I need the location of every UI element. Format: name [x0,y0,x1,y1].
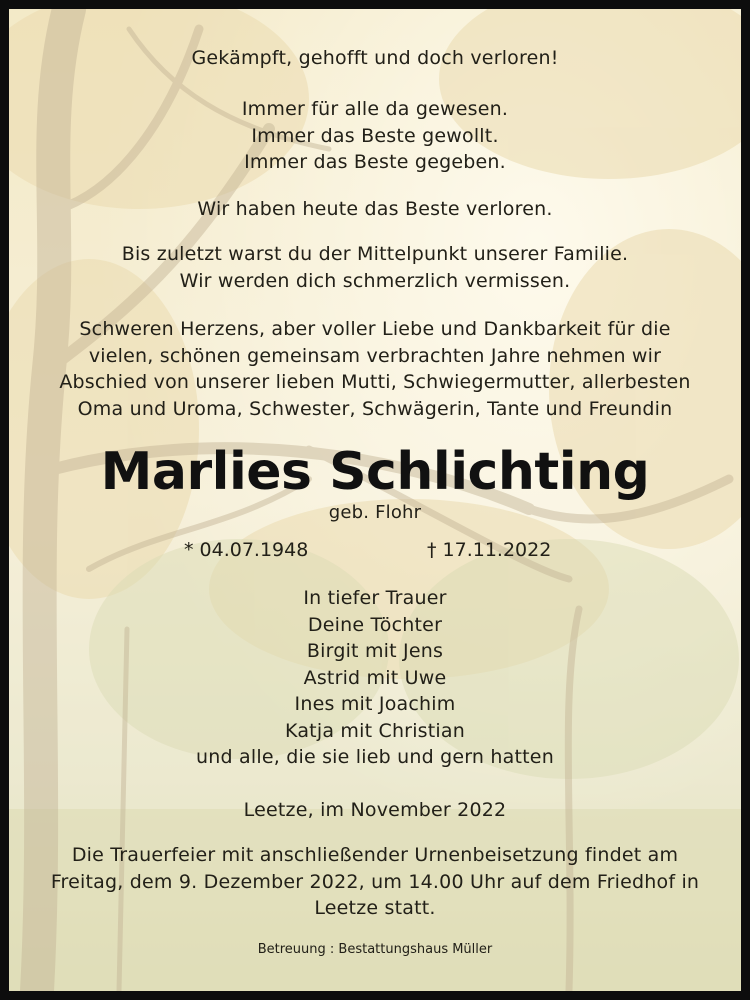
birth-date: * 04.07.1948 [184,539,309,561]
farewell-line: Abschied von unserer lieben Mutti, Schwiegermutter, allerbesten [59,371,691,393]
mourner-line: Deine Töchter [307,613,443,636]
farewell-line: Schweren Herzens, aber voller Liebe und Dankbarkeit für die [79,318,671,340]
verse-line: Wir werden dich schmerzlich vermissen. [179,269,571,292]
farewell-paragraph [9,316,741,422]
birth-name: geb. Flohr [328,502,422,523]
mourners-list [9,585,741,771]
notice-content [9,9,741,991]
verse-stanza-family [9,241,741,294]
mourner-line: Birgit mit Jens [306,640,444,662]
ceremony-line: Freitag, dem 9. Dezember 2022, um 14.00 Uhr auf dem Friedhof in [50,870,700,893]
mourner-line: Ines mit Joachim [294,693,456,715]
farewell-line: vielen, schönen gemeinsam verbrachten Jahre nehmen wir [88,344,662,367]
verse-line-fight: Gekämpft, gehofft und doch verloren! [191,47,559,69]
ceremony-line: Die Trauerfeier mit anschließender Urnenbeisetzung findet am [71,844,679,866]
ceremony-info [9,842,741,922]
verse-stanza-always [9,96,741,176]
mourner-line: In tiefer Trauer [303,587,447,609]
ceremony-line: Leetze statt. [314,897,436,919]
farewell-line: Oma und Uroma, Schwester, Schwägerin, Tante und Freundin [77,397,673,420]
life-dates [9,539,741,567]
undertaker-credit: Betreuung : Bestattungshaus Müller [257,942,493,957]
verse-line: Immer für alle da gewesen. [241,98,509,120]
verse-line: Bis zuletzt warst du der Mittelpunkt unserer Familie. [121,243,629,265]
place-date: Leetze, im November 2022 [243,799,507,821]
mourner-line: und alle, die sie lieb und gern hatten [196,746,554,768]
mourner-line: Katja mit Christian [285,719,465,742]
mourner-line: Astrid mit Uwe [303,666,447,689]
verse-line: Immer das Beste gegeben. [244,151,506,173]
verse-line-lost: Wir haben heute das Beste verloren. [197,198,553,220]
verse-line: Immer das Beste gewollt. [251,124,499,147]
deceased-name: Marlies Schlichting [100,442,650,502]
death-date: † 17.11.2022 [427,539,552,561]
